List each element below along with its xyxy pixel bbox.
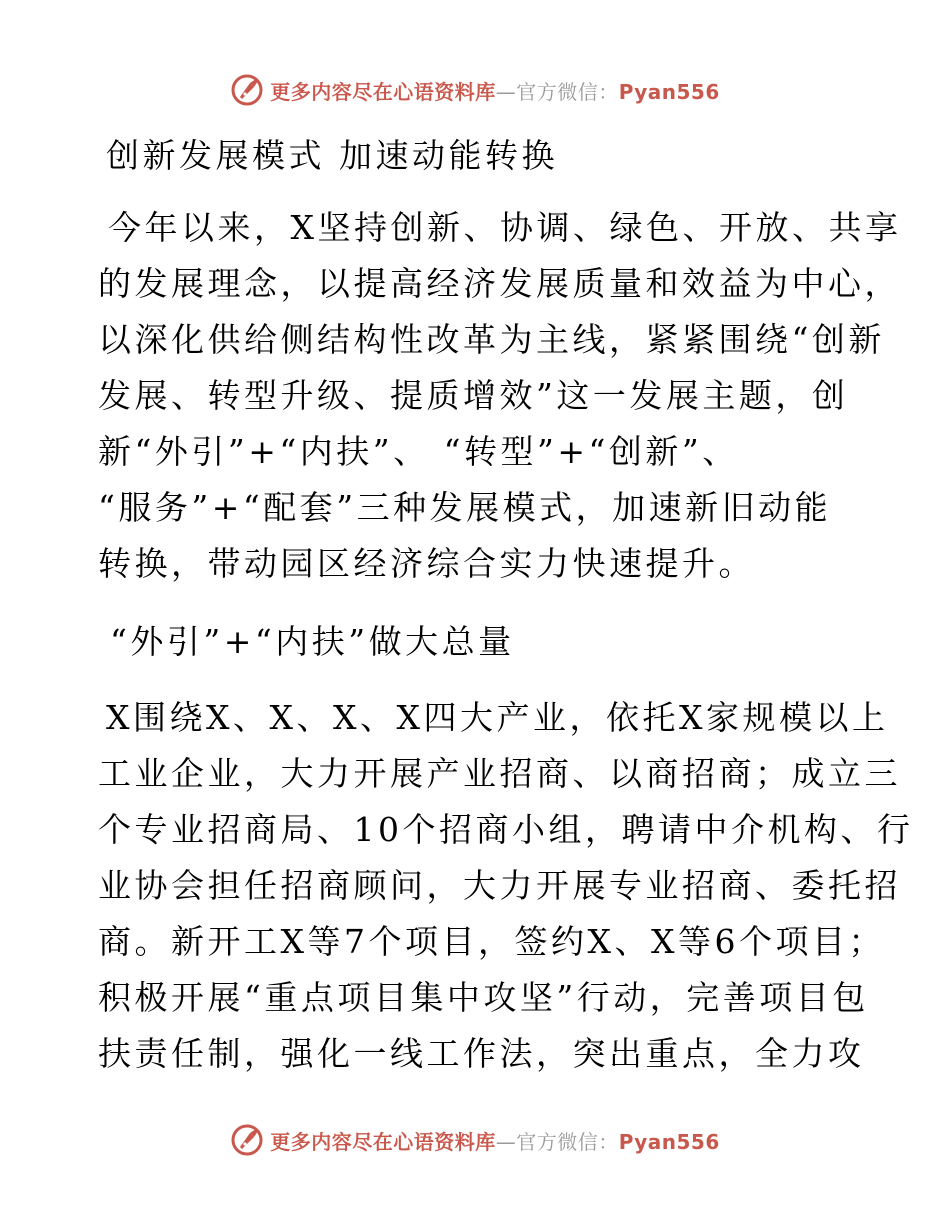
paragraph-2-line-6: 积极开展“重点项目集中攻坚”行动，完善项目包 xyxy=(98,978,869,1017)
paragraph-1-line-5: 新“外引”+“内扶”、 “转型”+“创新”、 xyxy=(98,432,739,471)
paragraph-1-line-7: 转换，带动园区经济综合实力快速提升。 xyxy=(98,544,755,583)
footer-banner-text xyxy=(270,1126,720,1155)
header-banner-text xyxy=(270,76,720,105)
paragraph-2-line-3: 个专业招商局、10个招商小组，聘请中介机构、行 xyxy=(98,810,914,849)
header-banner xyxy=(0,70,950,110)
banner-site-name: 更多内容尽在心语资料库 xyxy=(270,79,496,104)
paragraph-1-line-1: 今年以来，X坚持创新、协调、绿色、开放、共享 xyxy=(108,208,902,247)
banner-wechat-label: —官方微信： xyxy=(495,79,619,104)
pen-nib-circle-icon xyxy=(230,73,264,107)
banner-site-name: 更多内容尽在心语资料库 xyxy=(270,1129,496,1154)
banner-wechat-label: —官方微信： xyxy=(495,1129,619,1154)
paragraph-2-line-1: X围绕X、X、X、X四大产业，依托X家规模以上 xyxy=(106,698,889,737)
pen-nib-circle-icon xyxy=(230,1123,264,1157)
banner-wechat-id: Pyan556 xyxy=(618,1129,720,1154)
header-banner-inner xyxy=(230,73,720,107)
section-subheading: “外引”+“内扶”做大总量 xyxy=(110,622,515,661)
footer-banner xyxy=(0,1120,950,1160)
paragraph-1-line-6: “服务”+“配套”三种发展模式，加速新旧动能 xyxy=(98,488,832,527)
banner-wechat-id: Pyan556 xyxy=(618,79,720,104)
paragraph-1-line-3: 以深化供给侧结构性改革为主线，紧紧围绕“创新 xyxy=(98,320,885,359)
paragraph-2-line-5: 商。新开工X等7个项目，签约X、X等6个项目； xyxy=(98,922,885,961)
paragraph-2-line-2: 工业企业，大力开展产业招商、以商招商；成立三 xyxy=(98,754,901,793)
footer-banner-inner xyxy=(230,1123,720,1157)
paragraph-2-line-7: 扶责任制，强化一线工作法，突出重点，全力攻 xyxy=(98,1034,865,1073)
paragraph-2-line-4: 业协会担任招商顾问，大力开展专业招商、委托招 xyxy=(98,866,901,905)
document-title: 创新发展模式 加速动能转换 xyxy=(106,136,558,175)
paragraph-1-line-4: 发展、转型升级、提质增效”这一发展主题，创 xyxy=(98,376,849,415)
paragraph-1-line-2: 的发展理念，以提高经济发展质量和效益为中心， xyxy=(98,264,901,303)
